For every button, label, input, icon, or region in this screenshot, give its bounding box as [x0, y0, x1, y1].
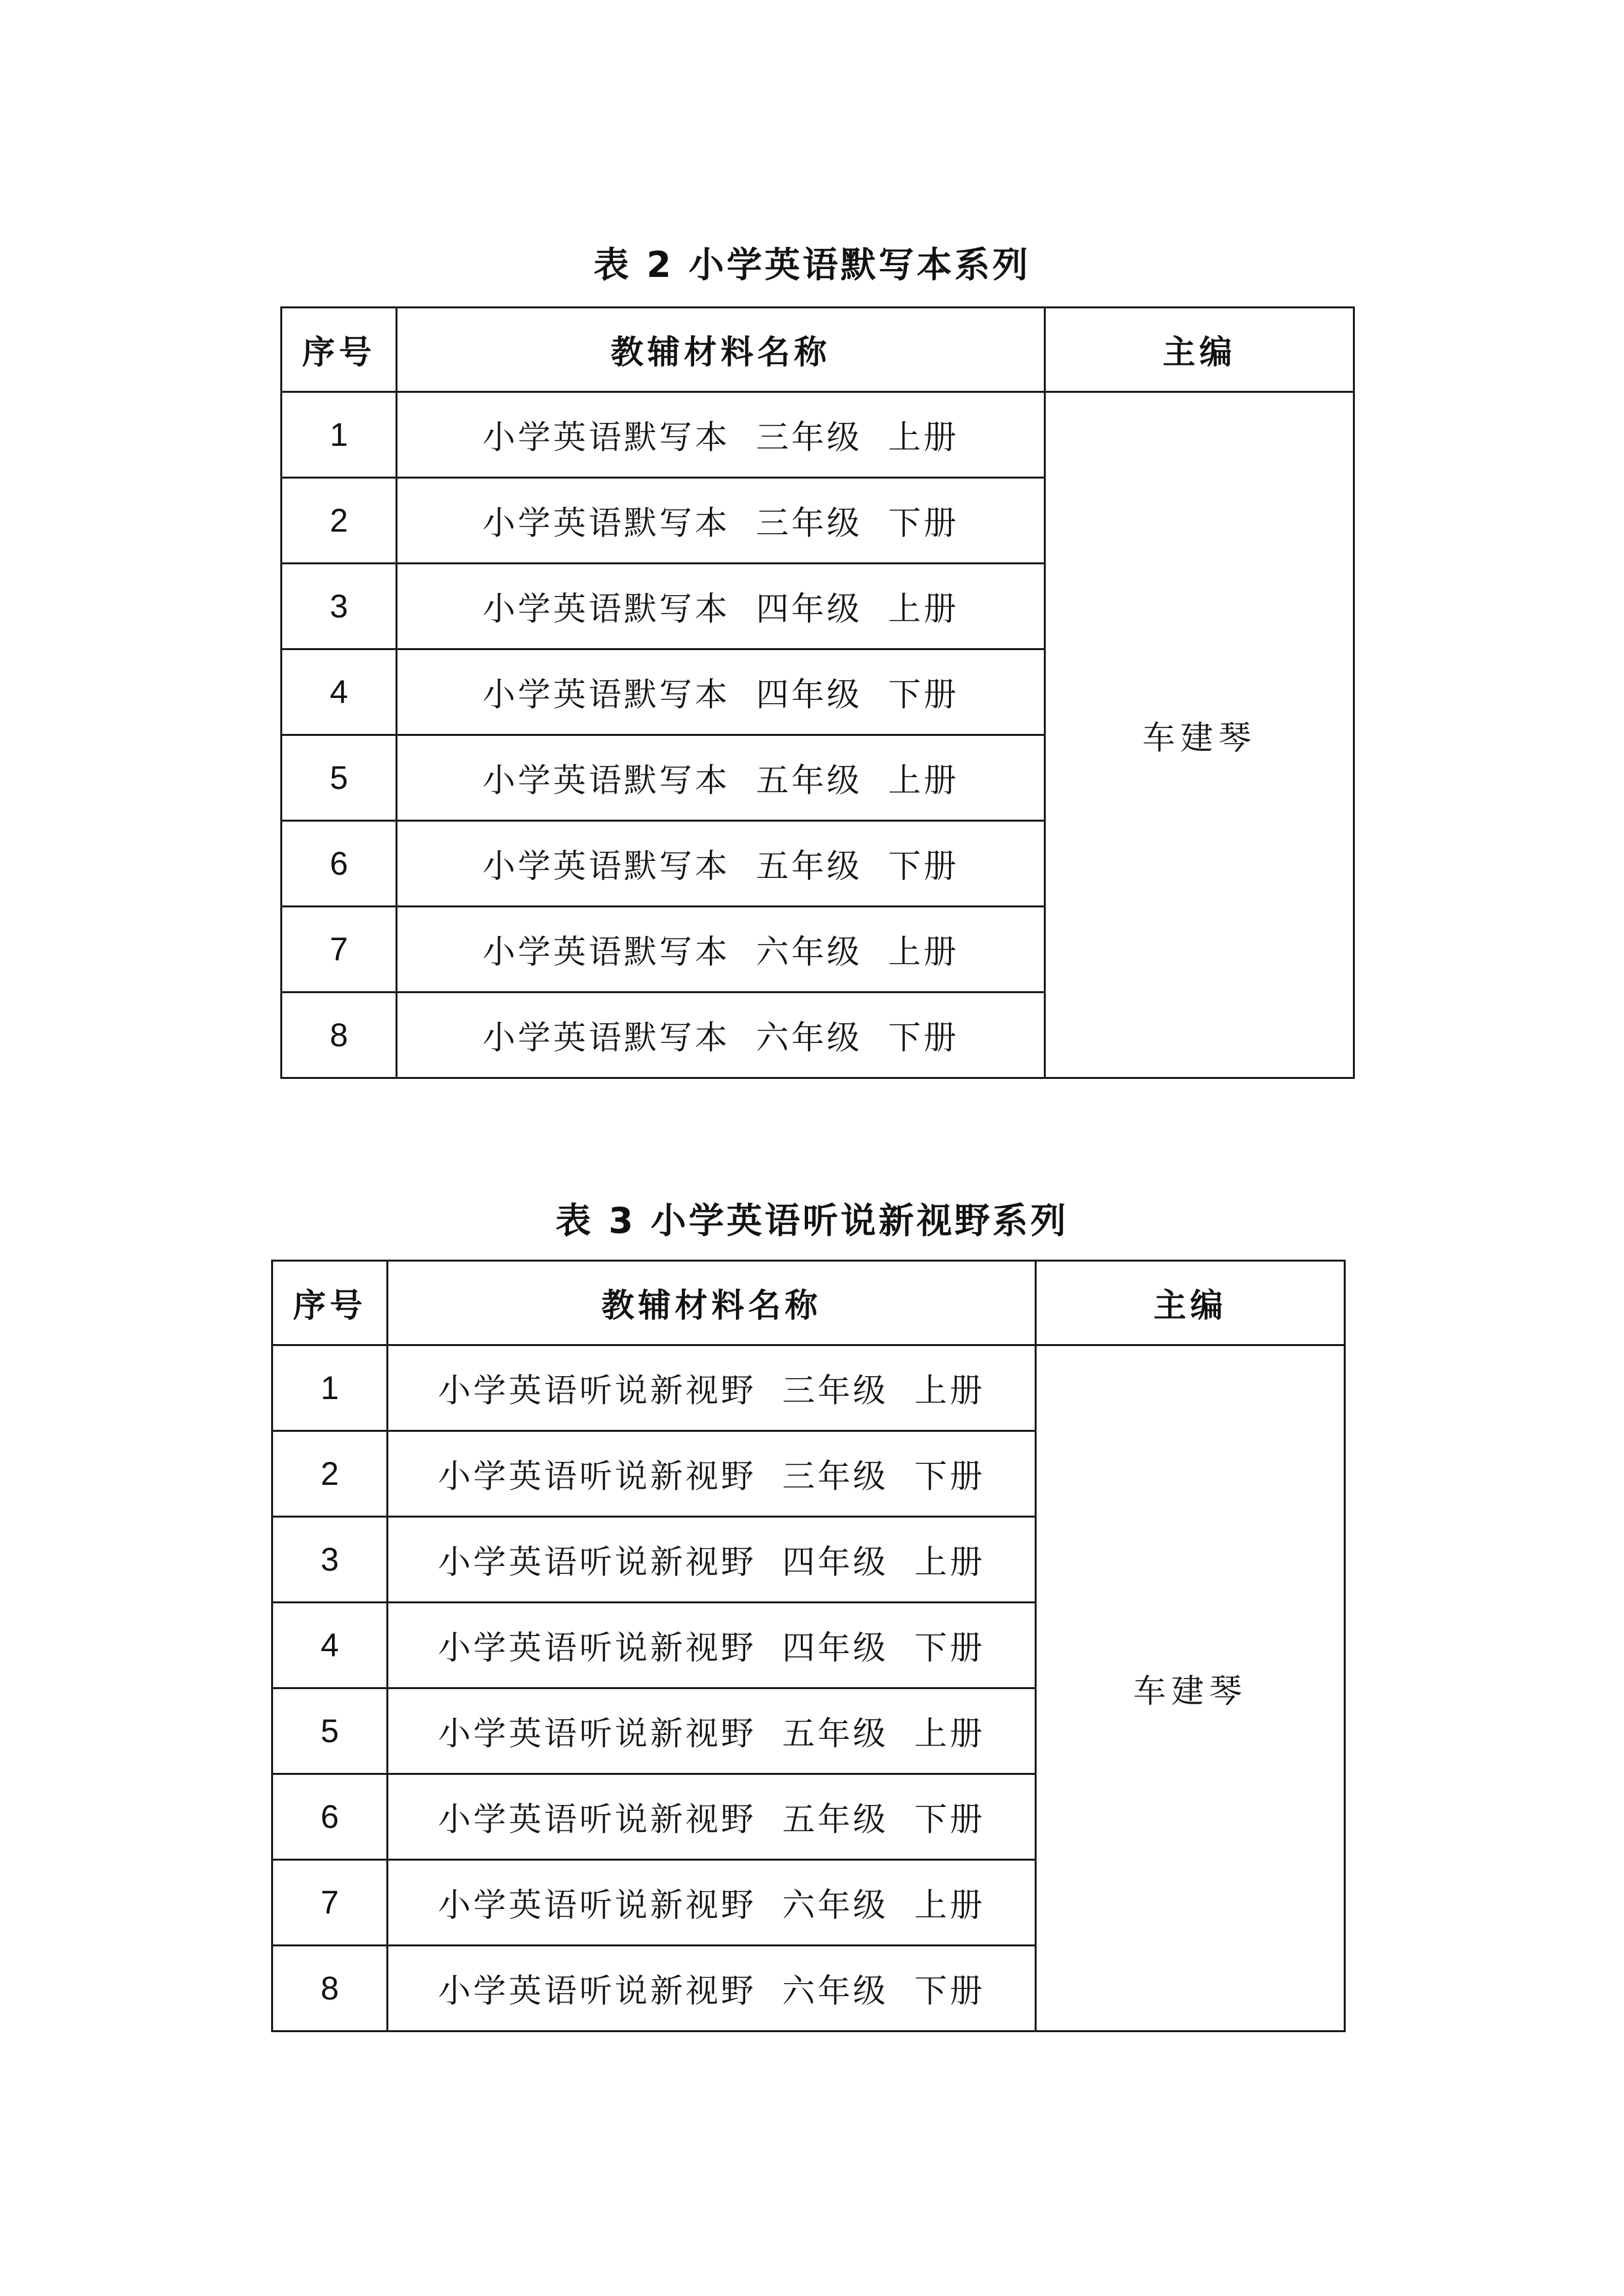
- table-row: [272, 1345, 1345, 1431]
- editor-cell: 车建琴: [1045, 392, 1354, 1078]
- table3-header-row: [272, 1261, 1345, 1345]
- table3: [271, 1260, 1346, 2032]
- material-name: 小学英语听说新视野 五年级 下册: [388, 1774, 1036, 1860]
- row-number: 2: [272, 1431, 388, 1517]
- table2-header-editor: 主编: [1045, 308, 1354, 392]
- editor-cell: 车建琴: [1036, 1345, 1345, 2032]
- row-number: 4: [282, 649, 397, 735]
- material-name: 小学英语听说新视野 四年级 下册: [388, 1603, 1036, 1688]
- row-number: 8: [272, 1946, 388, 2032]
- row-number: 3: [282, 564, 397, 649]
- material-name: 小学英语默写本 四年级 上册: [397, 564, 1045, 649]
- material-name: 小学英语听说新视野 三年级 下册: [388, 1431, 1036, 1517]
- material-name: 小学英语听说新视野 五年级 上册: [388, 1688, 1036, 1774]
- row-number: 3: [272, 1517, 388, 1603]
- row-number: 6: [272, 1774, 388, 1860]
- material-name: 小学英语听说新视野 六年级 下册: [388, 1946, 1036, 2032]
- table3-header-name: 教辅材料名称: [388, 1261, 1036, 1345]
- material-name: 小学英语默写本 六年级 上册: [397, 907, 1045, 993]
- material-name: 小学英语听说新视野 四年级 上册: [388, 1517, 1036, 1603]
- row-number: 1: [282, 392, 397, 478]
- table2: [280, 306, 1355, 1079]
- material-name: 小学英语默写本 五年级 上册: [397, 735, 1045, 821]
- row-number: 4: [272, 1603, 388, 1688]
- table2-header-no: 序号: [282, 308, 397, 392]
- row-number: 7: [272, 1860, 388, 1946]
- table2-caption: 表 2 小学英语默写本系列: [593, 244, 1031, 285]
- table-row: [282, 392, 1354, 478]
- table2-header-name: 教辅材料名称: [397, 308, 1045, 392]
- row-number: 5: [282, 735, 397, 821]
- table3-caption: 表 3 小学英语听说新视野系列: [555, 1200, 1069, 1241]
- row-number: 1: [272, 1345, 388, 1431]
- table2-header-row: [282, 308, 1354, 392]
- material-name: 小学英语默写本 三年级 下册: [397, 478, 1045, 564]
- table3-header-no: 序号: [272, 1261, 388, 1345]
- row-number: 8: [282, 993, 397, 1078]
- material-name: 小学英语默写本 六年级 下册: [397, 993, 1045, 1078]
- row-number: 7: [282, 907, 397, 993]
- table3-header-editor: 主编: [1036, 1261, 1345, 1345]
- material-name: 小学英语默写本 四年级 下册: [397, 649, 1045, 735]
- material-name: 小学英语默写本 五年级 下册: [397, 821, 1045, 907]
- material-name: 小学英语听说新视野 三年级 上册: [388, 1345, 1036, 1431]
- material-name: 小学英语听说新视野 六年级 上册: [388, 1860, 1036, 1946]
- row-number: 6: [282, 821, 397, 907]
- material-name: 小学英语默写本 三年级 上册: [397, 392, 1045, 478]
- row-number: 2: [282, 478, 397, 564]
- row-number: 5: [272, 1688, 388, 1774]
